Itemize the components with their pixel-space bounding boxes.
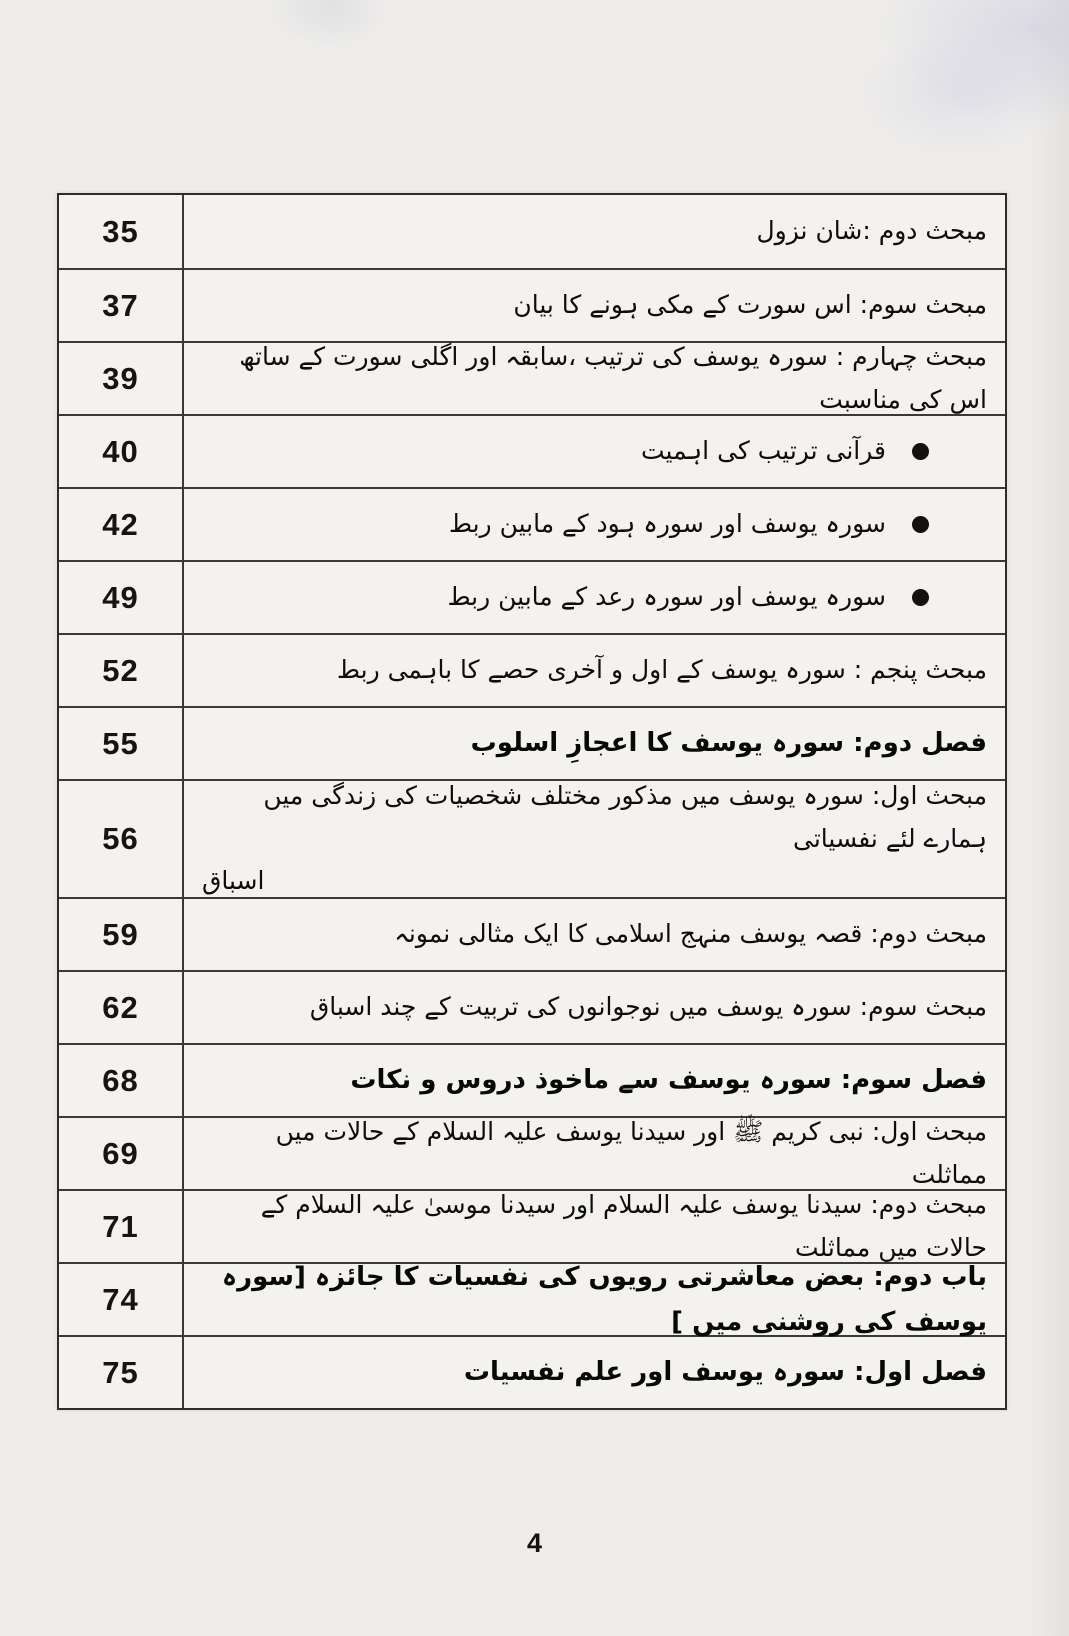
toc-page-number: 56 (59, 781, 184, 897)
toc-page-number: 37 (59, 270, 184, 341)
toc-entry (184, 1264, 1005, 1335)
page-number: 4 (526, 1528, 543, 1558)
table-row (59, 487, 1005, 560)
table-row (59, 1043, 1005, 1116)
toc-entry (184, 1337, 1005, 1408)
toc-page-number: 71 (59, 1191, 184, 1262)
table-row (59, 633, 1005, 706)
toc-page-number: 39 (59, 343, 184, 414)
toc-entry-title-continued: اسباق (202, 866, 265, 896)
toc-page-number: 42 (59, 489, 184, 560)
toc-entry (184, 416, 1005, 487)
toc-entry-title: سورہ یوسف اور سورہ ہود کے مابین ربط (448, 509, 886, 539)
table-row (59, 779, 1005, 897)
toc-page-number: 75 (59, 1337, 184, 1408)
toc-entry (184, 489, 1005, 560)
table-row (59, 1335, 1005, 1408)
toc-entry (184, 899, 1005, 970)
toc-entry (184, 781, 1005, 897)
table-row (59, 268, 1005, 341)
toc-entry (184, 270, 1005, 341)
bullet-icon (912, 516, 929, 533)
table-row (59, 560, 1005, 633)
toc-page-number: 69 (59, 1118, 184, 1189)
toc-page-number: 55 (59, 708, 184, 779)
toc-entry-title: مبحث اول: سورہ یوسف میں مذکور مختلف شخصیات کی زندگی میں ہمارے لئے نفسیاتی (263, 781, 987, 853)
toc-entry (184, 343, 1005, 414)
toc-entry-title: مبحث اول: نبی کریم ﷺ اور سیدنا یوسف علیہ السلام کے حالات میں مماثلت (275, 1117, 987, 1189)
table-row (59, 970, 1005, 1043)
table-row (59, 341, 1005, 414)
toc-page-number: 35 (59, 195, 184, 268)
bullet-icon (912, 589, 929, 606)
toc-page-number: 68 (59, 1045, 184, 1116)
toc-entry (184, 195, 1005, 268)
bullet-icon (912, 443, 929, 460)
toc-entry (184, 708, 1005, 779)
toc-page-number: 40 (59, 416, 184, 487)
toc-entry-title: فصل اول: سورہ یوسف اور علم نفسیات (463, 1357, 987, 1388)
toc-entry-title: مبحث سوم: سورہ یوسف میں نوجوانوں کی تربیت کے چند اسباق (309, 992, 987, 1022)
toc-entry-title: مبحث دوم: قصہ یوسف منہج اسلامی کا ایک مثالی نمونہ (394, 919, 987, 949)
toc-entry-title: مبحث دوم :شان نزول (756, 216, 987, 246)
toc-page-number: 62 (59, 972, 184, 1043)
toc-entry-title: قرآنی ترتیب کی اہمیت (640, 436, 886, 466)
toc-entry (184, 972, 1005, 1043)
toc-entry (184, 1118, 1005, 1189)
toc-entry-title: مبحث چہارم : سورہ یوسف کی ترتیب ،سابقہ اور اگلی سورت کے ساتھ اس کی مناسبت (239, 342, 987, 414)
table-row (59, 1262, 1005, 1335)
toc-entry-title: فصل دوم: سورہ یوسف کا اعجازِ اسلوب (470, 728, 987, 759)
table-row (59, 706, 1005, 779)
toc-entry (184, 562, 1005, 633)
toc-entry (184, 1045, 1005, 1116)
toc-table (57, 193, 1007, 1410)
table-row (59, 414, 1005, 487)
table-row (59, 897, 1005, 970)
toc-page-number: 74 (59, 1264, 184, 1335)
toc-entry-title: مبحث سوم: اس سورت کے مکی ہونے کا بیان (513, 290, 987, 320)
toc-entry-title: باب دوم: بعض معاشرتی رویوں کی نفسیات کا جائزہ [سورہ یوسف کی روشنی میں ] (221, 1262, 987, 1337)
table-row (59, 195, 1005, 268)
table-row (59, 1189, 1005, 1262)
toc-entry-title: سورہ یوسف اور سورہ رعد کے مابین ربط (447, 582, 886, 612)
toc-entry (184, 1191, 1005, 1262)
toc-page-number: 52 (59, 635, 184, 706)
toc-entry-title: فصل سوم: سورہ یوسف سے ماخوذ دروس و نکات (350, 1065, 987, 1096)
toc-entry-title: مبحث دوم: سیدنا یوسف علیہ السلام اور سیدنا موسیٰ علیہ السلام کے حالات میں مماثلت (260, 1190, 987, 1262)
toc-page-number: 59 (59, 899, 184, 970)
table-row (59, 1116, 1005, 1189)
toc-entry (184, 635, 1005, 706)
toc-entry-title: مبحث پنجم : سورہ یوسف کے اول و آخری حصے کا باہمی ربط (336, 655, 987, 685)
toc-page-number: 49 (59, 562, 184, 633)
